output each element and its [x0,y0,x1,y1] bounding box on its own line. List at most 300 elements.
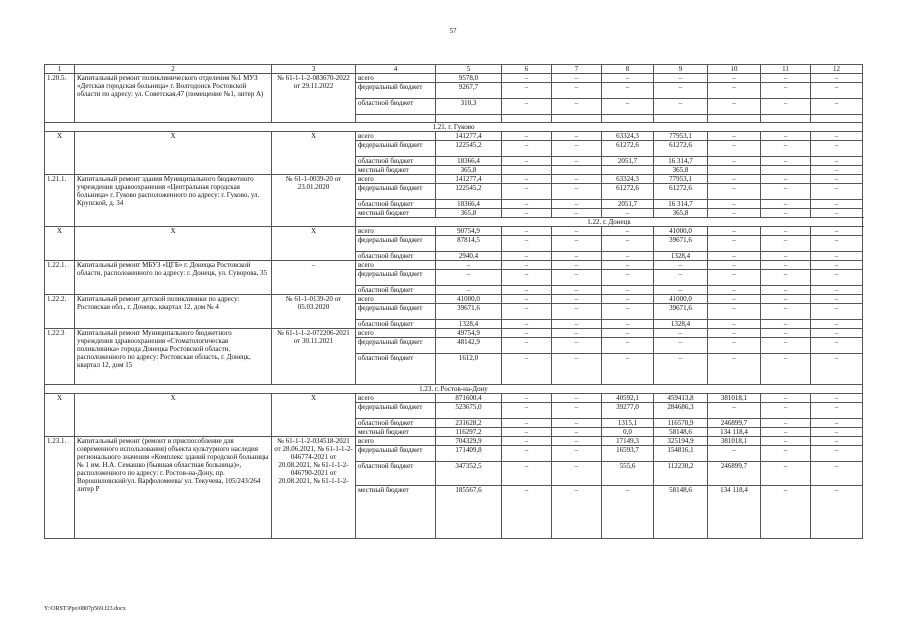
value-cell: 871600,4 [436,394,502,403]
value-cell: – [502,74,552,83]
value-cell: – [708,227,761,236]
value-cell: – [811,354,863,385]
section-row [45,385,863,394]
value-cell: 58148,6 [654,428,708,437]
value-cell: 63324,3 [602,132,654,141]
value-cell: – [654,329,708,338]
value-cell: – [552,252,602,261]
value-cell: – [708,252,761,261]
value-cell: 141277,4 [436,132,502,141]
section-title: 1.23. г. Ростов-на-Дону [45,385,863,394]
budget-source [356,115,436,123]
value-cell: 284686,3 [654,403,708,419]
value-cell: – [602,354,654,385]
table-row [45,329,863,338]
budget-source: федеральный бюджет [356,403,436,419]
value-cell: – [436,270,502,286]
budget-source: федеральный бюджет [356,304,436,320]
value-cell: – [552,320,602,329]
value-cell: – [502,338,552,354]
value-cell: 77953,1 [654,132,708,141]
document-ref: Х [272,227,356,261]
value-cell: – [761,437,811,446]
value-cell: 1328,4 [654,320,708,329]
value-cell: – [552,74,602,83]
item-number: 1.22.3 [45,329,75,385]
value-cell: – [552,403,602,419]
budget-source: федеральный бюджет [356,141,436,157]
value-cell: – [761,175,811,184]
value-cell: – [811,462,863,486]
document-ref: № 61-1-1-2-072206-2021 от 30.11.2021 [272,329,356,385]
value-cell: 365,8 [436,166,502,175]
value-cell: – [761,304,811,320]
value-cell: – [552,419,602,428]
budget-source: федеральный бюджет [356,270,436,286]
value-cell [502,166,552,175]
value-cell: – [811,74,863,83]
value-cell: – [811,141,863,157]
value-cell: – [602,295,654,304]
value-cell: 381018,1 [708,437,761,446]
value-cell: – [502,286,552,295]
value-cell: – [502,419,552,428]
header-cell: 6 [502,65,552,74]
value-cell: – [811,403,863,419]
value-cell: – [811,304,863,320]
value-cell: – [502,236,552,252]
value-cell: 41000,0 [436,295,502,304]
table-body [45,65,863,539]
value-cell: – [552,175,602,184]
value-cell: – [708,446,761,462]
budget-source: местный бюджет [356,209,436,218]
value-cell: – [708,209,761,218]
value-cell: 122545,2 [436,184,502,200]
table-row [45,394,863,403]
value-cell: – [654,261,708,270]
value-cell: – [811,184,863,200]
value-cell: – [811,446,863,462]
value-cell: – [654,83,708,99]
value-cell: 61272,6 [654,141,708,157]
budget-source: местный бюджет [356,166,436,175]
value-cell: – [811,175,863,184]
value-cell: – [708,175,761,184]
header-cell: 3 [272,65,356,74]
budget-source: всего [356,261,436,270]
table-row [45,132,863,141]
budget-source: всего [356,175,436,184]
value-cell: 347352,5 [436,462,502,486]
value-cell: – [708,83,761,99]
budget-source: всего [356,227,436,236]
header-cell: 5 [436,65,502,74]
item-name: Х [75,394,272,437]
value-cell: – [708,74,761,83]
item-name: Капитальный ремонт (ремонт и приспособление для современного использования) объекта культурного наследия регионального значения «Комплекс зданий городской больницы № 1 им. Н.А. Семашко (бывшая областная больница)», расположенного по адресу: г. Ростов-на-Дону, пр. Ворошиловский/ул. Варфоломеева/ ул. Текучева, 105/243/264 литер Р [75,437,272,539]
budget-source: местный бюджет [356,428,436,437]
value-cell: – [811,209,863,218]
value-cell: – [602,74,654,83]
item-number: Х [45,132,75,175]
value-cell: 41000,0 [654,295,708,304]
budget-source: областной бюджет [356,419,436,428]
budget-source: всего [356,74,436,83]
value-cell: – [708,99,761,115]
value-cell: – [708,132,761,141]
item-name: Капитальный ремонт детской поликлиники по адресу: Ростовская обл., г. Донецк, квартал 12, дом № 4 [75,295,272,329]
value-cell: 555,6 [602,462,654,486]
value-cell: 231628,2 [436,419,502,428]
value-cell: – [811,200,863,209]
value-cell: – [761,227,811,236]
page-number: 57 [449,27,457,35]
value-cell: – [708,295,761,304]
value-cell: 17149,3 [602,437,654,446]
value-cell: – [552,485,602,539]
value-cell: – [552,437,602,446]
value-cell: – [811,157,863,166]
table-row [45,437,863,446]
budget-source: областной бюджет [356,462,436,486]
value-cell: 39671,6 [654,236,708,252]
value-cell [811,115,863,123]
value-cell: – [811,329,863,338]
value-cell: – [761,99,811,115]
value-cell: – [654,338,708,354]
value-cell: 122545,2 [436,141,502,157]
value-cell: – [436,261,502,270]
value-cell: – [761,209,811,218]
budget-source: областной бюджет [356,286,436,295]
budget-source: всего [356,132,436,141]
value-cell: – [602,83,654,99]
value-cell: – [552,261,602,270]
value-cell: – [502,304,552,320]
value-cell: – [761,74,811,83]
value-cell: – [502,252,552,261]
value-cell: 2940,4 [436,252,502,261]
document-ref: № 61-1-0039-20 от 23.01.2020 [272,175,356,227]
value-cell: – [811,428,863,437]
budget-source: областной бюджет [356,354,436,385]
value-cell: – [708,286,761,295]
value-cell: 171409,8 [436,446,502,462]
value-cell: – [761,329,811,338]
value-cell: – [502,329,552,338]
document-ref: № 61-1-1-2-083670-2022 от 29.11.2022 [272,74,356,123]
value-cell: 365,8 [436,209,502,218]
value-cell: – [552,428,602,437]
value-cell: – [761,270,811,286]
header-cell: 9 [654,65,708,74]
header-cell: 2 [75,65,272,74]
value-cell: – [602,209,654,218]
value-cell: – [708,157,761,166]
value-cell: 116297,2 [436,428,502,437]
value-cell: – [761,338,811,354]
value-cell: 310,3 [436,99,502,115]
section-title: 1.22. г. Донецк [356,218,863,227]
value-cell: – [502,295,552,304]
value-cell: – [811,99,863,115]
value-cell: 39671,6 [436,304,502,320]
budget-source: всего [356,437,436,446]
value-cell: 1612,0 [436,354,502,385]
value-cell: – [602,252,654,261]
budget-source: всего [356,295,436,304]
value-cell: 1328,4 [436,320,502,329]
value-cell: – [761,419,811,428]
value-cell: – [761,446,811,462]
value-cell: – [502,99,552,115]
value-cell: – [811,320,863,329]
value-cell: – [811,394,863,403]
value-cell [502,115,552,123]
table-row [45,227,863,236]
table-row [45,261,863,270]
value-cell: 459413,8 [654,394,708,403]
budget-source: федеральный бюджет [356,184,436,200]
value-cell: – [552,462,602,486]
value-cell: – [602,320,654,329]
value-cell: 246899,7 [708,462,761,486]
file-path-footer: Y:\ORST\Ppo\0807p569.f23.docx [44,606,126,612]
value-cell: – [552,270,602,286]
item-number: 1.21.1. [45,175,75,227]
value-cell [708,115,761,123]
value-cell: 134 118,4 [708,485,761,539]
header-cell: 12 [811,65,863,74]
budget-source: областной бюджет [356,200,436,209]
value-cell: – [761,132,811,141]
value-cell: – [811,286,863,295]
value-cell: – [811,338,863,354]
value-cell: – [602,286,654,295]
value-cell: – [502,446,552,462]
value-cell [761,115,811,123]
value-cell: 154816,1 [654,446,708,462]
value-cell: – [811,261,863,270]
value-cell: – [761,286,811,295]
budget-source: областной бюджет [356,252,436,261]
header-cell: 7 [552,65,602,74]
value-cell: – [502,437,552,446]
value-cell: – [502,175,552,184]
value-cell: 63324,3 [602,175,654,184]
value-cell: – [708,261,761,270]
value-cell: 18366,4 [436,157,502,166]
value-cell: 141277,4 [436,175,502,184]
value-cell: – [761,428,811,437]
value-cell: – [552,338,602,354]
document-ref: – [272,261,356,295]
value-cell: 365,8 [654,209,708,218]
item-name: Капитальный ремонт поликлинического отделения №1 МУЗ «Детская городская больница» г. Волгодонск Ростовской области по адресу: ул. Советская,47 (помещение №1, литер А) [75,74,272,123]
value-cell: – [502,428,552,437]
value-cell: – [761,320,811,329]
value-cell: – [602,338,654,354]
value-cell: 116578,9 [654,419,708,428]
budget-source: всего [356,329,436,338]
value-cell: 2051,7 [602,157,654,166]
value-cell: – [552,209,602,218]
section-row [45,123,863,132]
document-ref: Х [272,394,356,437]
value-cell: – [654,286,708,295]
item-name: Капитальный ремонт Муниципального бюджетного учреждения здравоохранения «Стоматологическая поликлиника» города Донецка Ростовской области, расположенного по адресу: Ростовская область, г. Донецк, квартал 12, дом 15 [75,329,272,385]
value-cell: – [602,236,654,252]
value-cell: – [761,157,811,166]
value-cell: – [552,329,602,338]
value-cell: – [436,286,502,295]
header-row [45,65,863,74]
value-cell: 16 314,7 [654,200,708,209]
value-cell: – [761,403,811,419]
value-cell: 365,8 [654,166,708,175]
value-cell: – [708,304,761,320]
value-cell: – [708,270,761,286]
value-cell: – [654,270,708,286]
value-cell: – [654,99,708,115]
budget-source: областной бюджет [356,320,436,329]
value-cell: 1315,1 [602,419,654,428]
value-cell: – [602,227,654,236]
value-cell: 49754,9 [436,329,502,338]
value-cell: – [811,270,863,286]
value-cell: – [708,320,761,329]
value-cell: – [811,485,863,539]
value-cell: 246899,7 [708,419,761,428]
value-cell: 1328,4 [654,252,708,261]
value-cell: – [502,157,552,166]
value-cell: – [552,304,602,320]
header-cell: 10 [708,65,761,74]
value-cell: – [552,184,602,200]
value-cell: – [552,227,602,236]
value-cell: 704329,9 [436,437,502,446]
value-cell: – [761,295,811,304]
value-cell: – [708,403,761,419]
value-cell: – [811,437,863,446]
value-cell: 41000,0 [654,227,708,236]
value-cell: 77953,1 [654,175,708,184]
item-name: Капитальный ремонт МБУЗ «ЦГБ» г. Донецка Ростовской области, расположенного по адресу: г. Донецк, ул. Суворова, 35 [75,261,272,295]
value-cell: – [502,485,552,539]
value-cell: – [602,261,654,270]
budget-source: областной бюджет [356,157,436,166]
value-cell: – [552,354,602,385]
value-cell: – [552,295,602,304]
value-cell [552,166,602,175]
value-cell: – [502,261,552,270]
value-cell: – [811,83,863,99]
value-cell: – [502,394,552,403]
value-cell: 2051,7 [602,200,654,209]
value-cell: 0,0 [602,428,654,437]
header-cell: 1 [45,65,75,74]
value-cell: – [502,200,552,209]
budget-source: местный бюджет [356,485,436,539]
value-cell: – [552,286,602,295]
value-cell: 16593,7 [602,446,654,462]
value-cell: – [811,166,863,175]
value-cell: – [502,83,552,99]
value-cell: 39671,6 [654,304,708,320]
value-cell: – [502,132,552,141]
value-cell: – [552,83,602,99]
item-number: Х [45,394,75,437]
value-cell [761,166,811,175]
value-cell: – [552,141,602,157]
table-row [45,295,863,304]
value-cell: – [602,304,654,320]
value-cell: – [502,209,552,218]
table-row [45,74,863,83]
value-cell: – [602,270,654,286]
value-cell: 185567,6 [436,485,502,539]
value-cell: – [708,354,761,385]
value-cell: 9267,7 [436,83,502,99]
header-cell: 8 [602,65,654,74]
value-cell: – [502,403,552,419]
value-cell: – [761,252,811,261]
value-cell: – [811,252,863,261]
value-cell: 58148,6 [654,485,708,539]
value-cell: 61272,6 [654,184,708,200]
value-cell: – [552,446,602,462]
value-cell: – [602,329,654,338]
value-cell: – [811,295,863,304]
value-cell: – [761,485,811,539]
value-cell: 134 118,4 [708,428,761,437]
value-cell: – [602,99,654,115]
value-cell: 48142,9 [436,338,502,354]
value-cell: 87814,5 [436,236,502,252]
value-cell: – [654,74,708,83]
value-cell: – [502,227,552,236]
value-cell: – [708,200,761,209]
value-cell: 381018,1 [708,394,761,403]
item-number: Х [45,227,75,261]
header-cell: 11 [761,65,811,74]
value-cell: 40592,1 [602,394,654,403]
funding-table [44,64,863,539]
table-row [45,175,863,184]
value-cell: – [708,184,761,200]
item-number: 1.22.1. [45,261,75,295]
value-cell: 16 314,7 [654,157,708,166]
value-cell: – [654,354,708,385]
value-cell: – [708,141,761,157]
document-ref: № 61-1-0139-20 от 05.03.2020 [272,295,356,329]
value-cell: – [502,320,552,329]
budget-source: федеральный бюджет [356,83,436,99]
document-ref: Х [272,132,356,175]
item-name: Х [75,227,272,261]
value-cell: – [761,141,811,157]
value-cell: – [552,132,602,141]
value-cell [602,115,654,123]
document-ref: № 61-1-1-2-034518-2021 от 28.06.2021, № 61-1-1-2-046774-2021 от 20.08.2021, № 61-1-1-2-046790-2021 от 20.08.2021, № 61-1-1-2- [272,437,356,539]
value-cell: – [502,462,552,486]
value-cell: – [761,236,811,252]
value-cell: – [761,200,811,209]
value-cell [602,166,654,175]
budget-source: федеральный бюджет [356,236,436,252]
value-cell: 325194,9 [654,437,708,446]
